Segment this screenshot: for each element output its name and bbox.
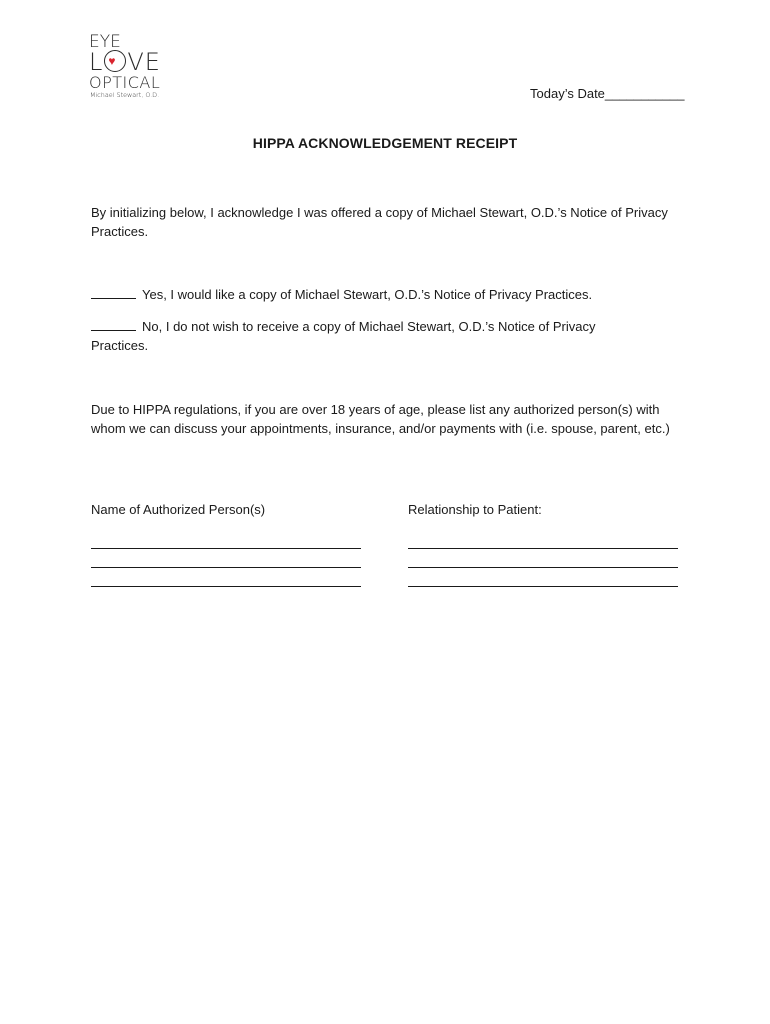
option-yes (91, 285, 651, 304)
name-column-header: Name of Authorized Person(s) (91, 502, 266, 517)
initials-blank-yes[interactable] (91, 286, 136, 299)
relationship-line-1[interactable] (408, 548, 678, 549)
heart-icon: ♥ (104, 50, 126, 72)
todays-date-field[interactable]: Today’s Date___________ (530, 86, 685, 101)
logo-letter-l: L (89, 48, 104, 76)
relationship-line-2[interactable] (408, 567, 678, 568)
logo-line-optical: OPTICAL (89, 73, 161, 92)
logo-subtitle: Michael Stewart, O.D. (90, 91, 160, 99)
logo-letters-ve: VE (127, 48, 161, 76)
authorization-paragraph: Due to HIPPA regulations, if you are over 18 years of age, please list any authorized person(s) with whom we can discuss your appointments, insurance, and/or payments with (i.e. spouse, parent, etc.) (91, 402, 670, 436)
page-title: HIPPA ACKNOWLEDGEMENT RECEIPT (252, 135, 518, 151)
option-yes-text: Yes, I would like a copy of Michael Stewart, O.D.’s Notice of Privacy Practices. (142, 287, 593, 302)
relationship-column-header: Relationship to Patient: (408, 502, 542, 517)
name-line-1[interactable] (91, 548, 361, 549)
intro-paragraph: By initializing below, I acknowledge I was offered a copy of Michael Stewart, O.D.’s Notice of Privacy Practices. (91, 205, 668, 239)
logo-line-eye: EYE (89, 32, 121, 52)
logo-line-love (89, 50, 161, 74)
option-no (91, 317, 651, 355)
initials-blank-no[interactable] (91, 318, 136, 331)
name-line-2[interactable] (91, 567, 361, 568)
option-no-text: No, I do not wish to receive a copy of Michael Stewart, O.D.’s Notice of Privacy Practices. (91, 319, 596, 353)
name-line-3[interactable] (91, 586, 361, 587)
relationship-line-3[interactable] (408, 586, 678, 587)
